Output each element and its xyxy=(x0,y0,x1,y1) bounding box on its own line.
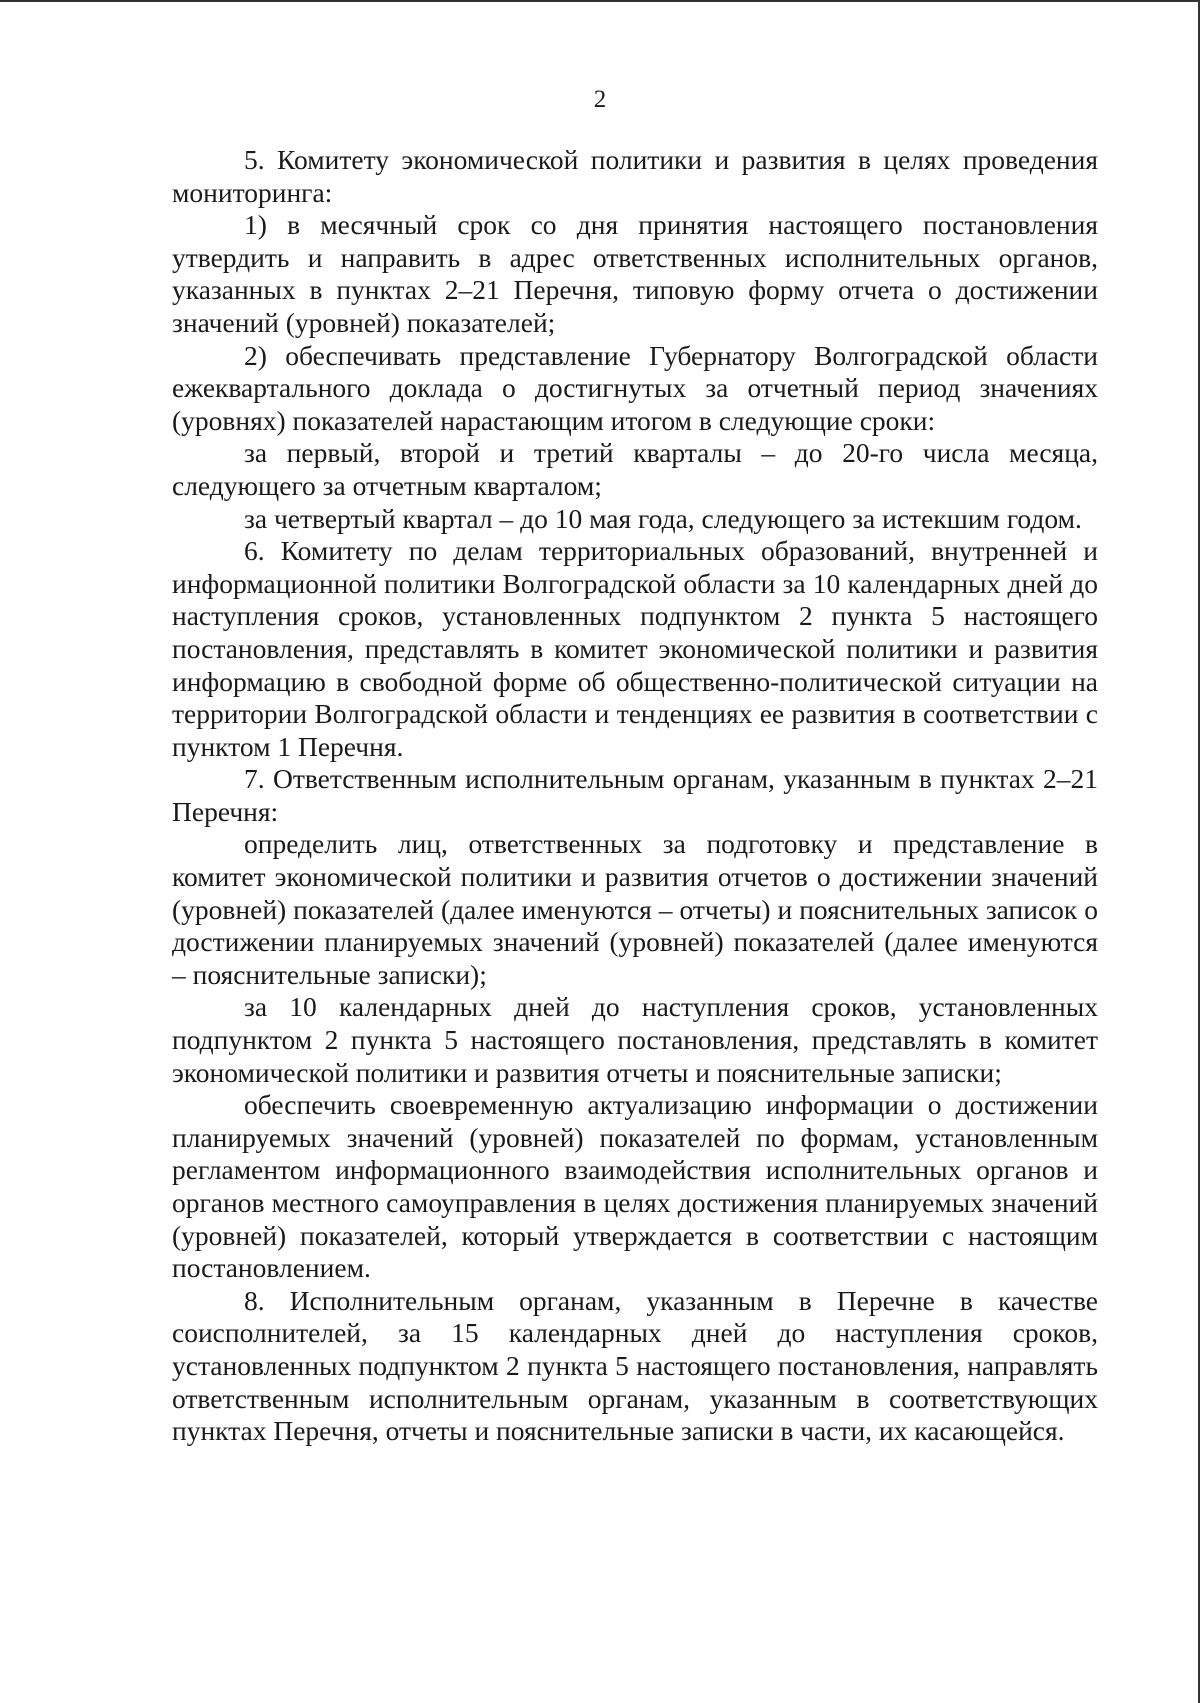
paragraph-5-2-quarters: за первый, второй и третий кварталы – до 20-го числа месяца, следующего за отчетным кварталом; xyxy=(172,437,1098,501)
paragraph-7-define-persons: определить лиц, ответственных за подготовку и представление в комитет экономической политики и развития отчетов о достижении значений (уровней) показателей (далее именуются – отчеты) и пояснительных записок о достижении планируемых значений (уровней) показателей (далее именуются – пояснительные записки); xyxy=(172,828,1098,990)
paragraph-7: 7. Ответственным исполнительным органам, указанным в пунктах 2–21 Перечня: xyxy=(172,763,1098,827)
paragraph-6: 6. Комитету по делам территориальных образований, внутренней и информационной политики Волгоградской области за 10 календарных дней до наступления сроков, установленных подпунктом 2 пункта 5 настоящего постановления, представлять в комитет экономической политики и развития информацию в свободной форме об общественно-политической ситуации на территории Волгоградской области и тенденциях ее развития в соответствии с пунктом 1 Перечня. xyxy=(172,535,1098,762)
paragraph-7-update-info: обеспечить своевременную актуализацию информации о достижении планируемых значений (уровней) показателей по формам, установленным регламентом информационного взаимодействия исполнительных органов и органов местного самоуправления в целях достижения планируемых значений (уровней) показателей, который утверждается в соответствии с настоящим постановлением. xyxy=(172,1089,1098,1284)
paragraph-5-1: 1) в месячный срок со дня принятия настоящего постановления утвердить и направить в адрес ответственных исполнительных органов, указанных в пунктах 2–21 Перечня, типовую форму отчета о достижении значений (уровней) показателей; xyxy=(172,209,1098,338)
paragraph-8: 8. Исполнительным органам, указанным в Перечне в качестве соисполнителей, за 15 календарных дней до наступления сроков, установленных подпунктом 2 пункта 5 настоящего постановления, направлять ответственным исполнительным органам, указанным в соответствующих пунктах Перечня, отчеты и пояснительные записки в части, их касающейся. xyxy=(172,1284,1098,1447)
paragraph-5: 5. Комитету экономической политики и развития в целях проведения мониторинга: xyxy=(172,144,1098,208)
paragraph-5-2: 2) обеспечивать представление Губернатору Волгоградской области ежеквартального доклада о достигнутых за отчетный период значениях (уровнях) показателей нарастающим итогом в следующие сроки: xyxy=(172,339,1098,436)
scan-top-edge xyxy=(0,0,1200,2)
page-number: 2 xyxy=(593,86,607,113)
paragraph-7-submit-reports: за 10 календарных дней до наступления сроков, установленных подпунктом 2 пункта 5 настоящего постановления, представлять в комитет экономической политики и развития отчеты и пояснительные записки; xyxy=(172,991,1098,1088)
paragraph-5-2-fourth-quarter: за четвертый квартал – до 10 мая года, следующего за истекшим годом. xyxy=(244,502,1082,534)
document-body xyxy=(172,144,1098,1448)
